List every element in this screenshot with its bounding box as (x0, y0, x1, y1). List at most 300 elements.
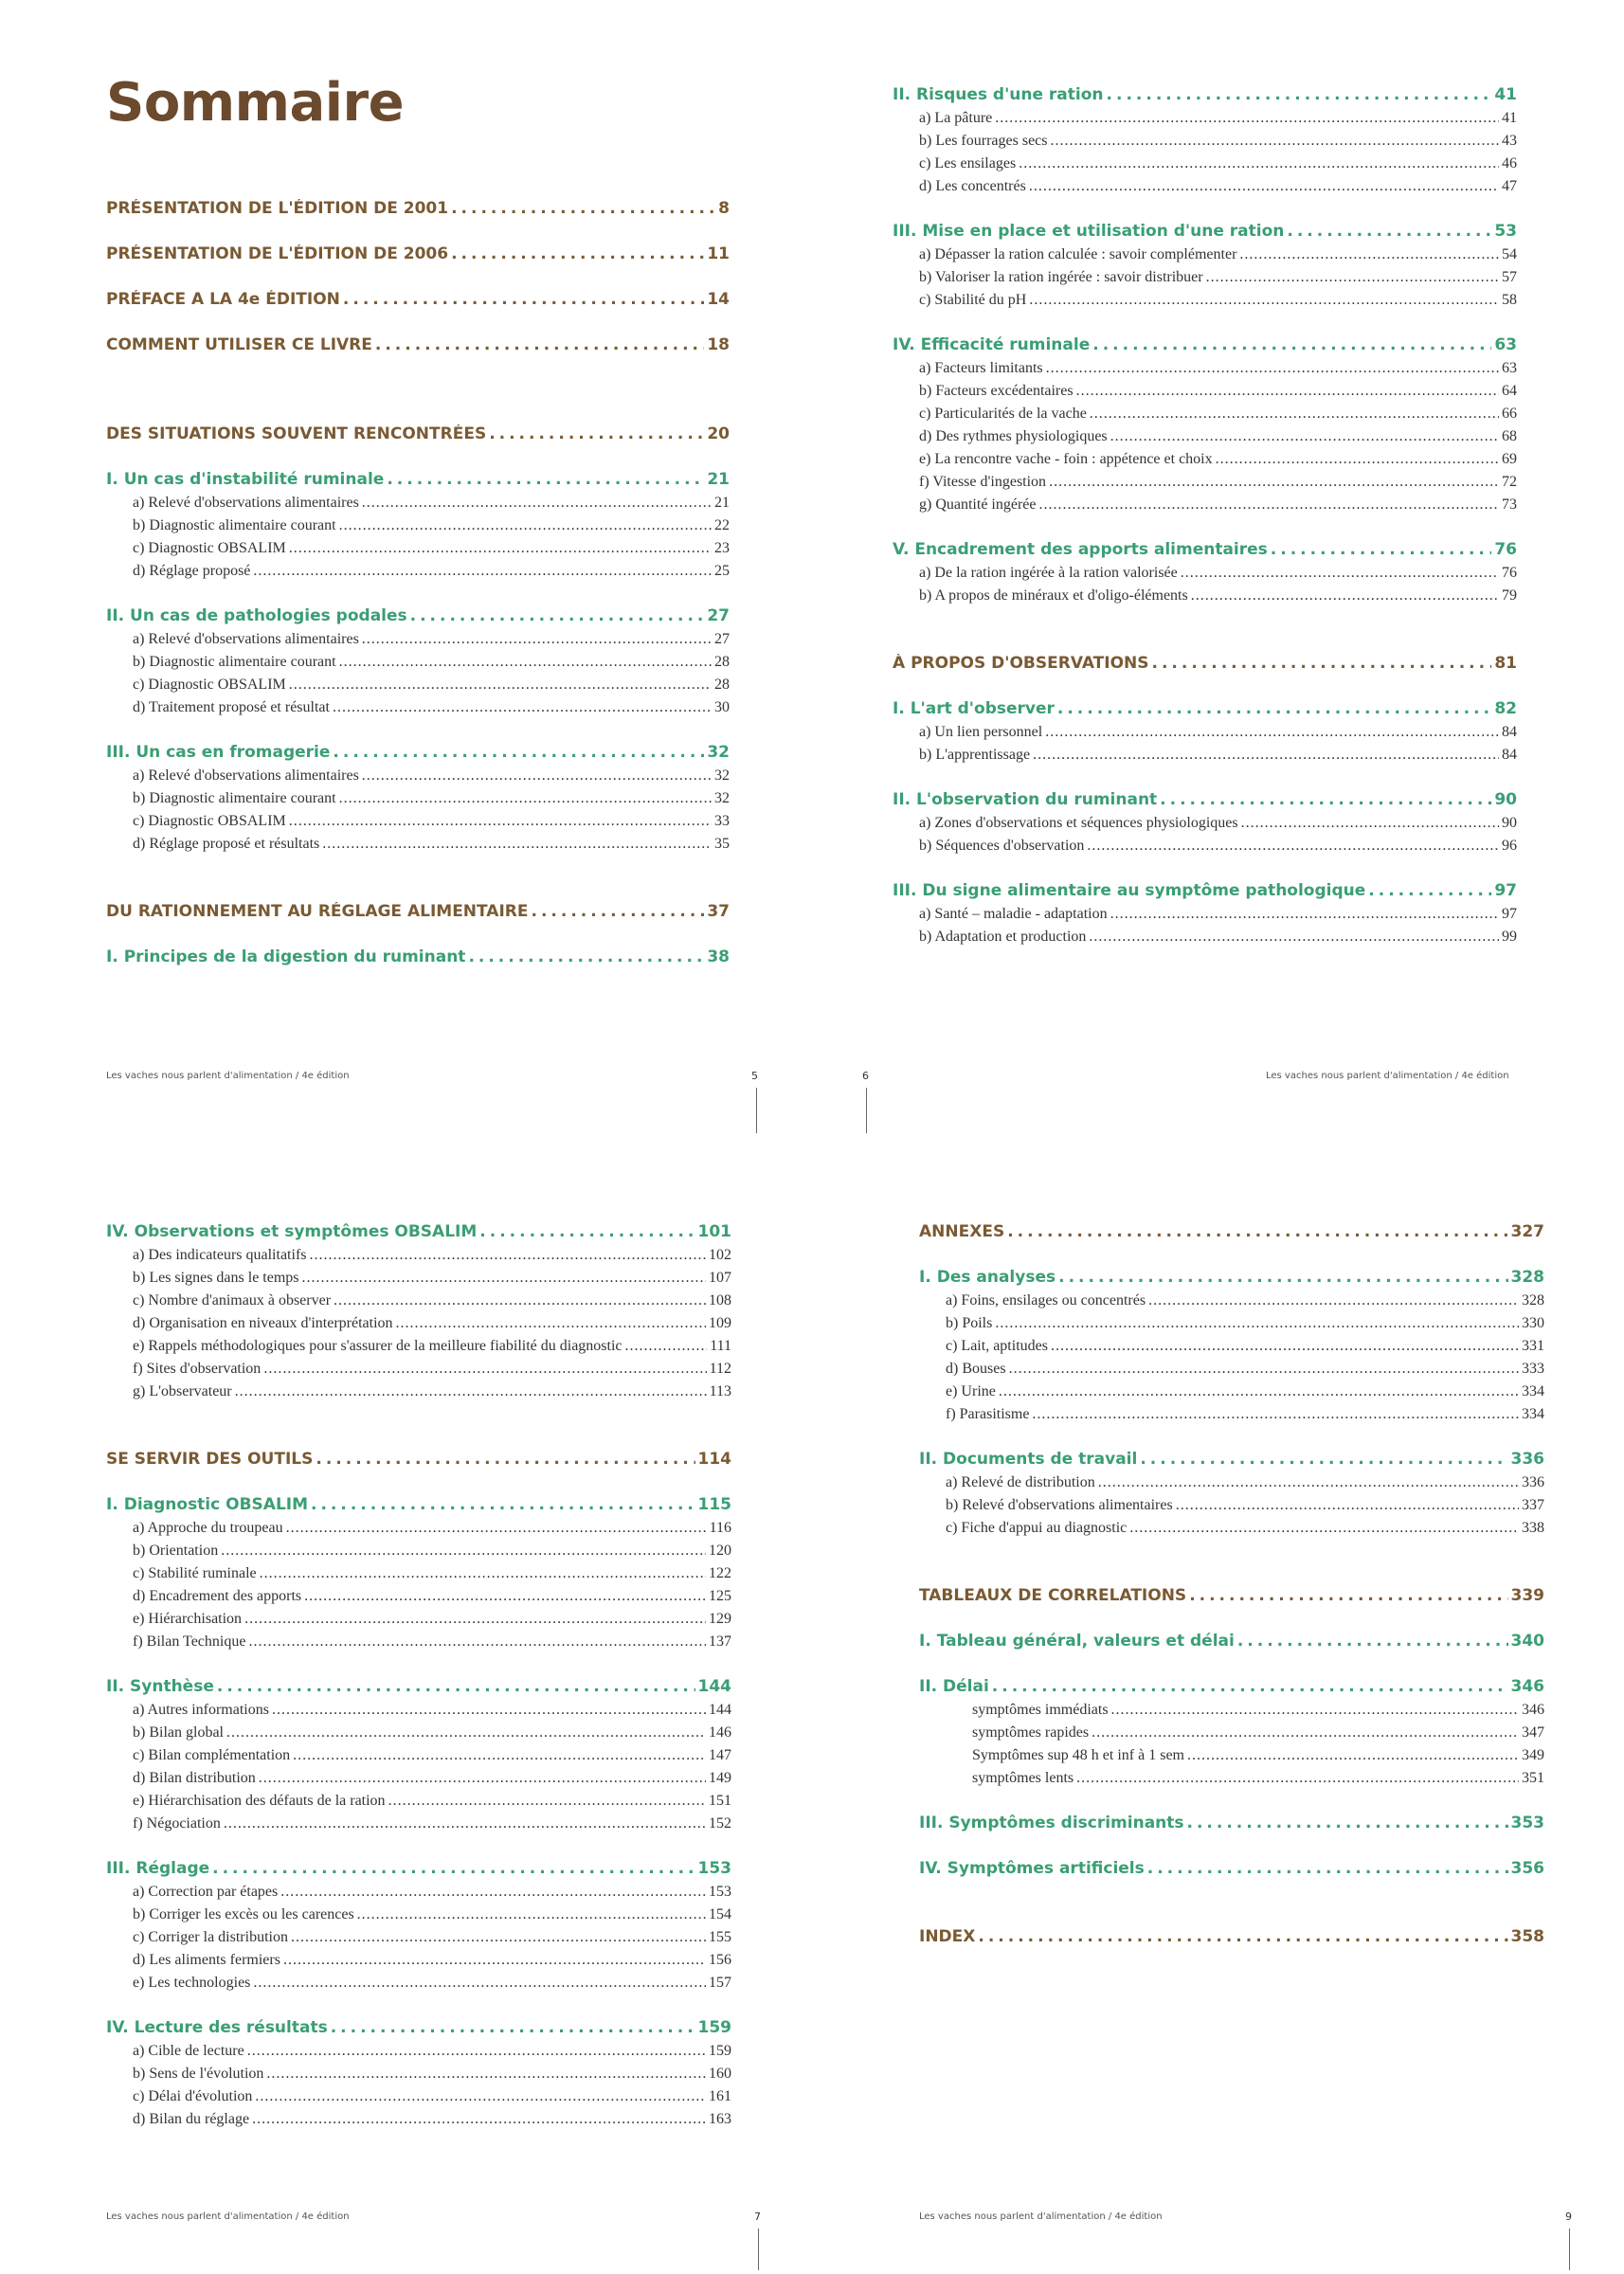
dot-leader (311, 1495, 695, 1514)
toc-entry-title: symptômes immédiats (972, 1702, 1109, 1718)
dot-leader (1111, 1702, 1519, 1719)
dot-leader (1051, 1338, 1519, 1355)
spacer (106, 927, 730, 948)
dot-leader (1271, 540, 1492, 559)
toc-entry (893, 178, 1517, 201)
dot-leader (999, 1383, 1519, 1400)
toc-entry-title: d) Réglage proposé (133, 563, 251, 579)
toc-page-number: 20 (707, 424, 730, 443)
dot-leader (212, 1859, 695, 1878)
toc-page-number: 79 (1502, 587, 1517, 604)
toc-section (919, 1586, 1544, 1611)
toc-chapter (919, 1814, 1544, 1838)
toc-entry (919, 1497, 1544, 1520)
dot-leader (286, 1520, 707, 1537)
toc-entry (106, 2088, 731, 2111)
dot-leader (1287, 222, 1491, 241)
dot-leader (362, 631, 712, 648)
toc-section (106, 199, 730, 224)
dot-leader (1076, 383, 1499, 400)
toc-page-number: 28 (714, 677, 730, 693)
dot-leader (388, 1793, 706, 1810)
toc-entry-title: c) Corriger la distribution (133, 1929, 288, 1945)
toc-page-number: 336 (1510, 1450, 1544, 1469)
toc-page-number: 339 (1510, 1586, 1544, 1605)
toc-page-number: 97 (1494, 881, 1517, 900)
toc-entry (919, 1474, 1544, 1497)
toc-entry (893, 155, 1517, 178)
toc-entry (106, 1270, 731, 1292)
page-number-5: 5 (751, 1070, 758, 1082)
toc-page-number: 334 (1522, 1406, 1544, 1422)
toc-entry-title: e) La rencontre vache - foin : appétence et choix (919, 451, 1213, 467)
dot-leader (1029, 178, 1499, 195)
toc-entry (919, 1747, 1544, 1770)
spacer (106, 224, 730, 244)
toc-page-7 (106, 1222, 731, 2134)
toc-page-number: 125 (709, 1588, 731, 1604)
dot-leader (289, 540, 712, 557)
spacer (106, 722, 730, 743)
toc-chapter (893, 540, 1517, 565)
dot-leader (1107, 85, 1492, 104)
toc-entry (106, 1815, 731, 1838)
toc-entry (893, 747, 1517, 769)
toc-entry-title: III. Du signe alimentaire au symptôme pathologique (893, 881, 1366, 900)
toc-entry (919, 1292, 1544, 1315)
toc-section (106, 902, 730, 927)
toc-entry (106, 1361, 731, 1383)
toc-entry-title: c) Stabilité du pH (919, 292, 1027, 308)
dot-leader (339, 790, 712, 807)
dot-leader (1098, 1474, 1519, 1491)
toc-chapter (106, 606, 730, 631)
dot-leader (1051, 133, 1500, 150)
toc-entry-title: g) L'observateur (133, 1383, 232, 1399)
toc-entry (106, 2043, 731, 2066)
toc-entry-title: b) Poils (946, 1315, 993, 1331)
dot-leader (1176, 1497, 1519, 1514)
dot-leader (259, 1770, 706, 1787)
toc-chapter (106, 948, 730, 972)
toc-page-number: 22 (714, 517, 730, 533)
toc-page-number: 33 (714, 813, 730, 829)
toc-entry-title: b) Orientation (133, 1543, 219, 1559)
toc-entry-title: a) Correction par étapes (133, 1884, 279, 1900)
toc-page-number: 144 (709, 1702, 731, 1718)
toc-section (919, 1222, 1544, 1247)
toc-page-number: 27 (714, 631, 730, 647)
toc-page-number: 37 (707, 902, 730, 921)
toc-entry-title: c) Lait, aptitudes (946, 1338, 1048, 1354)
toc-page-number: 146 (709, 1724, 731, 1741)
toc-page-number: 84 (1502, 747, 1517, 763)
toc-entry (893, 133, 1517, 155)
toc-page-number: 8 (718, 199, 730, 218)
toc-page-number: 351 (1522, 1770, 1544, 1786)
footer-page-5: Les vaches nous parlent d'alimentation / 4e édition (106, 1071, 350, 1081)
dot-leader (1191, 587, 1499, 605)
toc-entry (919, 1361, 1544, 1383)
dot-leader (1216, 451, 1499, 468)
toc-entry-title: g) Quantité ingérée (919, 496, 1037, 513)
toc-page-number: 161 (709, 2088, 731, 2104)
toc-entry-title: c) Diagnostic OBSALIM (133, 540, 286, 556)
toc-entry-title: c) Les ensilages (919, 155, 1017, 171)
toc-entry (106, 517, 730, 540)
toc-page-number: 27 (707, 606, 730, 625)
toc-page-number: 30 (714, 699, 730, 715)
toc-entry (919, 1520, 1544, 1543)
dot-leader (1057, 699, 1491, 718)
toc-entry-title: c) Nombre d'animaux à observer (133, 1292, 332, 1308)
spacer (893, 610, 1517, 654)
dot-leader (995, 1315, 1519, 1332)
toc-page-number: 35 (714, 836, 730, 852)
toc-page-number: 66 (1502, 406, 1517, 422)
footer-page-6: Les vaches nous parlent d'alimentation / 4e édition (1266, 1071, 1509, 1081)
toc-entry (106, 1633, 731, 1656)
dot-leader (451, 199, 715, 218)
toc-entry (919, 1338, 1544, 1361)
toc-entry-title: f) Négociation (133, 1815, 221, 1832)
dot-leader (479, 1222, 695, 1241)
toc-entry-title: f) Bilan Technique (133, 1633, 246, 1650)
toc-entry-title: I. Un cas d'instabilité ruminale (106, 470, 385, 489)
toc-entry (106, 1770, 731, 1793)
dot-leader (1033, 747, 1499, 764)
footer-page-9: Les vaches nous parlent d'alimentation / 4e édition (919, 2211, 1163, 2222)
toc-page-number: 137 (709, 1633, 731, 1650)
dot-leader (1140, 1450, 1507, 1469)
toc-entry-title: a) Approche du troupeau (133, 1520, 283, 1536)
dot-leader (293, 1747, 706, 1764)
dot-leader (334, 1292, 706, 1309)
toc-page-number: 153 (697, 1859, 731, 1878)
dot-leader (451, 244, 704, 263)
toc-page-number: 159 (709, 2043, 731, 2059)
toc-entry (106, 1565, 731, 1588)
dot-leader (995, 110, 1499, 127)
dot-leader (322, 836, 712, 853)
spacer (893, 519, 1517, 540)
toc-entry-title: f) Vitesse d'ingestion (919, 474, 1047, 490)
toc-page-6 (893, 85, 1517, 951)
toc-page-number: 21 (707, 470, 730, 489)
toc-entry-title: b) Diagnostic alimentaire courant (133, 654, 336, 670)
toc-entry-title: SE SERVIR DES OUTILS (106, 1450, 314, 1469)
toc-page-number: 11 (707, 244, 730, 263)
toc-entry-title: c) Fiche d'appui au diagnostic (946, 1520, 1128, 1536)
dot-leader (280, 1884, 706, 1901)
toc-entry (106, 813, 730, 836)
spacer (893, 860, 1517, 881)
toc-entry-title: c) Bilan complémentation (133, 1747, 291, 1763)
toc-entry-title: d) Encadrement des apports (133, 1588, 302, 1604)
toc-entry-title: b) Diagnostic alimentaire courant (133, 517, 336, 533)
toc-chapter (106, 470, 730, 495)
toc-entry (106, 1952, 731, 1975)
toc-page-number: 25 (714, 563, 730, 579)
dot-leader (992, 1677, 1508, 1696)
spacer (106, 1406, 731, 1450)
dot-leader (217, 1677, 695, 1696)
toc-entry (106, 540, 730, 563)
toc-page-number: 155 (709, 1929, 731, 1945)
dot-leader (1237, 1632, 1508, 1651)
toc-entry (893, 587, 1517, 610)
toc-entry-title: b) Relevé d'observations alimentaires (946, 1497, 1173, 1513)
toc-page-number: 153 (709, 1884, 731, 1900)
dot-leader (247, 2043, 706, 2060)
toc-entry-title: IV. Observations et symptômes OBSALIM (106, 1222, 478, 1241)
toc-entry (893, 496, 1517, 519)
toc-entry (106, 1292, 731, 1315)
dot-leader (387, 470, 704, 489)
dot-leader (260, 1565, 706, 1582)
toc-chapter (893, 790, 1517, 815)
toc-page-number: 73 (1502, 496, 1517, 513)
toc-entry-title: III. Un cas en fromagerie (106, 743, 331, 762)
toc-entry-title: b) Séquences d'observation (919, 838, 1085, 854)
dot-leader (221, 1543, 706, 1560)
spacer (919, 1247, 1544, 1268)
toc-entry (893, 246, 1517, 269)
toc-entry (106, 836, 730, 858)
dot-leader (1189, 1586, 1507, 1605)
dot-leader (1029, 292, 1499, 309)
toc-entry (893, 906, 1517, 929)
toc-page-number: 346 (1522, 1702, 1544, 1718)
toc-entry-title: d) Traitement proposé et résultat (133, 699, 330, 715)
toc-entry (893, 383, 1517, 406)
toc-entry (106, 654, 730, 677)
toc-entry-title: IV. Symptômes artificiels (919, 1859, 1145, 1878)
toc-entry (106, 699, 730, 722)
toc-entry-title: a) Cible de lecture (133, 2043, 244, 2059)
toc-entry (106, 677, 730, 699)
spacer (106, 858, 730, 902)
toc-section (106, 244, 730, 269)
toc-page-number: 333 (1522, 1361, 1544, 1377)
dot-leader (1049, 474, 1499, 491)
toc-entry (893, 110, 1517, 133)
dot-leader (248, 1633, 706, 1651)
toc-page-number: 76 (1502, 565, 1517, 581)
toc-page-number: 120 (709, 1543, 731, 1559)
toc-entry-title: e) Hiérarchisation des défauts de la ration (133, 1793, 386, 1809)
toc-page-number: 63 (1502, 360, 1517, 376)
dot-leader (253, 1975, 706, 1992)
toc-entry-title: I. Principes de la digestion du ruminant (106, 948, 466, 966)
dot-leader (316, 1450, 695, 1469)
spacer (893, 769, 1517, 790)
dot-leader (331, 2018, 695, 2037)
dot-leader (1181, 565, 1499, 582)
toc-page-number: 38 (707, 948, 730, 966)
toc-page-number: 159 (697, 2018, 731, 2037)
toc-entry (893, 428, 1517, 451)
page-number-6: 6 (862, 1070, 869, 1082)
toc-page-number: 156 (709, 1952, 731, 1968)
toc-entry-title: III. Symptômes discriminants (919, 1814, 1184, 1832)
toc-entry (893, 724, 1517, 747)
toc-chapter (893, 881, 1517, 906)
dot-leader (226, 1724, 706, 1742)
toc-entry (106, 1747, 731, 1770)
toc-chapter (919, 1450, 1544, 1474)
toc-entry-title: b) Les fourrages secs (919, 133, 1048, 149)
toc-page-number: 76 (1494, 540, 1517, 559)
toc-entry (106, 1338, 731, 1361)
toc-entry-title: d) Les aliments fermiers (133, 1952, 280, 1968)
dot-leader (263, 1361, 706, 1378)
toc-entry-title: e) Les technologies (133, 1975, 251, 1991)
toc-page-number: 101 (697, 1222, 731, 1241)
dot-leader (1148, 1292, 1519, 1309)
toc-page-number: 84 (1502, 724, 1517, 740)
toc-page-number: 163 (709, 2111, 731, 2127)
toc-entry-title: DES SITUATIONS SOUVENT RENCONTRÉES (106, 424, 487, 443)
spacer (106, 449, 730, 470)
toc-entry (106, 1793, 731, 1815)
toc-page-number: 32 (714, 767, 730, 784)
dot-leader (1087, 838, 1499, 855)
toc-entry (106, 1975, 731, 1997)
toc-entry-title: V. Encadrement des apports alimentaires (893, 540, 1268, 559)
dot-leader (1019, 155, 1499, 172)
toc-entry-title: Symptômes sup 48 h et inf à 1 sem (972, 1747, 1184, 1763)
toc-page-number: 113 (709, 1383, 731, 1399)
spacer (919, 1611, 1544, 1632)
dot-leader (625, 1338, 708, 1355)
toc-entry-title: a) Relevé d'observations alimentaires (133, 631, 359, 647)
toc-entry-title: a) La pâture (919, 110, 993, 126)
toc-entry-title: II. L'observation du ruminant (893, 790, 1158, 809)
toc-entry-title: e) Hiérarchisation (133, 1611, 243, 1627)
toc-entry-title: COMMENT UTILISER CE LIVRE (106, 335, 372, 354)
toc-entry-title: DU RATIONNEMENT AU RÉGLAGE ALIMENTAIRE (106, 902, 529, 921)
dot-leader (1046, 360, 1499, 377)
toc-entry-title: II. Un cas de pathologies podales (106, 606, 407, 625)
toc-page-number: 99 (1502, 929, 1517, 945)
dot-leader (1045, 724, 1499, 741)
toc-entry-title: f) Parasitisme (946, 1406, 1030, 1422)
dot-leader (1187, 1747, 1519, 1764)
dot-leader (310, 1247, 707, 1264)
toc-entry (106, 563, 730, 586)
spacer (106, 1838, 731, 1859)
toc-page-number: 81 (1494, 654, 1517, 673)
dot-leader (362, 495, 712, 512)
toc-entry (893, 838, 1517, 860)
toc-entry (106, 1929, 731, 1952)
spacer (919, 1429, 1544, 1450)
dot-leader (1129, 1520, 1519, 1537)
dot-leader (396, 1315, 706, 1332)
toc-page-number: 149 (709, 1770, 731, 1786)
toc-page-number: 330 (1522, 1315, 1544, 1331)
spacer (919, 1884, 1544, 1927)
dot-leader (357, 1906, 706, 1923)
spacer (893, 678, 1517, 699)
dot-leader (302, 1270, 706, 1287)
toc-entry-title: a) Relevé de distribution (946, 1474, 1095, 1490)
toc-page-number: 154 (709, 1906, 731, 1922)
fold-line (758, 2229, 759, 2270)
toc-entry-title: b) Facteurs excédentaires (919, 383, 1074, 399)
toc-page-number: 58 (1502, 292, 1517, 308)
dot-leader (343, 290, 704, 309)
toc-chapter (893, 335, 1517, 360)
toc-entry (919, 1770, 1544, 1793)
toc-page-number: 334 (1522, 1383, 1544, 1399)
toc-page-number: 14 (707, 290, 730, 309)
toc-entry-title: a) Un lien personnel (919, 724, 1043, 740)
dot-leader (1152, 654, 1492, 673)
toc-entry-title: b) Adaptation et production (919, 929, 1087, 945)
spacer (919, 1838, 1544, 1859)
toc-page-number: 340 (1510, 1632, 1544, 1651)
dot-leader (235, 1383, 707, 1400)
dot-leader (289, 677, 712, 694)
toc-entry-title: II. Risques d'une ration (893, 85, 1104, 104)
toc-page-number: 337 (1522, 1497, 1544, 1513)
dot-leader (304, 1588, 706, 1605)
toc-entry-title: a) Dépasser la ration calculée : savoir complémenter (919, 246, 1237, 262)
toc-chapter (106, 1859, 731, 1884)
toc-entry (106, 1543, 731, 1565)
toc-entry (106, 1383, 731, 1406)
toc-page-number: 328 (1510, 1268, 1544, 1287)
spacer (893, 315, 1517, 335)
toc-entry (106, 790, 730, 813)
toc-chapter (106, 1677, 731, 1702)
toc-entry-title: II. Synthèse (106, 1677, 214, 1696)
dot-leader (1160, 790, 1491, 809)
toc-entry-title: I. Tableau général, valeurs et délai (919, 1632, 1235, 1651)
toc-entry (106, 2111, 731, 2134)
toc-entry-title: c) Particularités de la vache (919, 406, 1087, 422)
toc-section (106, 424, 730, 449)
toc-entry (106, 767, 730, 790)
toc-page-number: 157 (709, 1975, 731, 1991)
toc-page-number: 32 (714, 790, 730, 806)
toc-chapter (919, 1859, 1544, 1884)
dot-leader (1147, 1859, 1508, 1878)
toc-entry-title: c) Délai d'évolution (133, 2088, 253, 2104)
toc-entry (893, 474, 1517, 496)
toc-entry-title: PRÉSENTATION DE L'ÉDITION DE 2001 (106, 199, 449, 218)
toc-page-number: 90 (1502, 815, 1517, 831)
toc-page-number: 18 (707, 335, 730, 354)
footer-page-7: Les vaches nous parlent d'alimentation / 4e édition (106, 2211, 350, 2222)
toc-entry (919, 1406, 1544, 1429)
toc-entry-title: a) Foins, ensilages ou concentrés (946, 1292, 1146, 1308)
toc-chapter (919, 1677, 1544, 1702)
toc-page-number: 111 (710, 1338, 731, 1354)
dot-leader (339, 517, 712, 534)
dot-leader (1368, 881, 1491, 900)
toc-page-number: 144 (697, 1677, 731, 1696)
spacer (893, 201, 1517, 222)
toc-chapter (893, 85, 1517, 110)
toc-entry-title: a) De la ration ingérée à la ration valorisée (919, 565, 1178, 581)
toc-page-number: 54 (1502, 246, 1517, 262)
toc-page-number: 151 (709, 1793, 731, 1809)
toc-entry-title: f) Sites d'observation (133, 1361, 262, 1377)
toc-page-number: 63 (1494, 335, 1517, 354)
